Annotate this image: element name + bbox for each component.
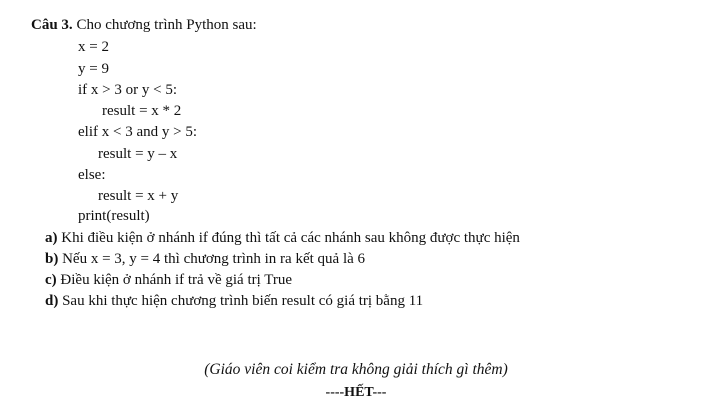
- end-mark: ----HẾT---: [325, 385, 387, 400]
- question-number: Câu 3.: [31, 17, 73, 33]
- statement-label: c): [45, 272, 57, 288]
- statement-label: a): [45, 230, 58, 246]
- statement-text: Sau khi thực hiện chương trình biến result có giá trị bằng 11: [62, 293, 424, 309]
- statement-label: d): [45, 293, 59, 309]
- teacher-note: (Giáo viên coi kiểm tra không giải thích gì thêm): [204, 361, 508, 378]
- code-line: y = 9: [78, 61, 109, 77]
- statement-item: [45, 292, 423, 310]
- statement-text: Điều kiện ở nhánh if trả về giá trị True: [60, 272, 293, 288]
- statement-item: [45, 250, 365, 268]
- code-line: result = y – x: [98, 146, 178, 162]
- code-line: elif x < 3 and y > 5:: [78, 124, 197, 140]
- code-line: print(result): [78, 208, 150, 224]
- code-line: x = 2: [78, 39, 109, 55]
- statement-label: b): [45, 251, 59, 267]
- code-line: if x > 3 or y < 5:: [78, 82, 177, 98]
- code-line: else:: [78, 167, 106, 183]
- question-prompt: Cho chương trình Python sau:: [76, 17, 257, 33]
- statement-text: Khi điều kiện ở nhánh if đúng thì tất cả các nhánh sau không được thực hiện: [61, 230, 520, 246]
- code-line: result = x * 2: [102, 103, 182, 119]
- statement-text: Nếu x = 3, y = 4 thì chương trình in ra kết quả là 6: [62, 251, 366, 267]
- statement-item: [45, 229, 520, 247]
- statement-item: [45, 271, 292, 289]
- code-line: result = x + y: [98, 188, 179, 204]
- question-heading: [31, 16, 257, 34]
